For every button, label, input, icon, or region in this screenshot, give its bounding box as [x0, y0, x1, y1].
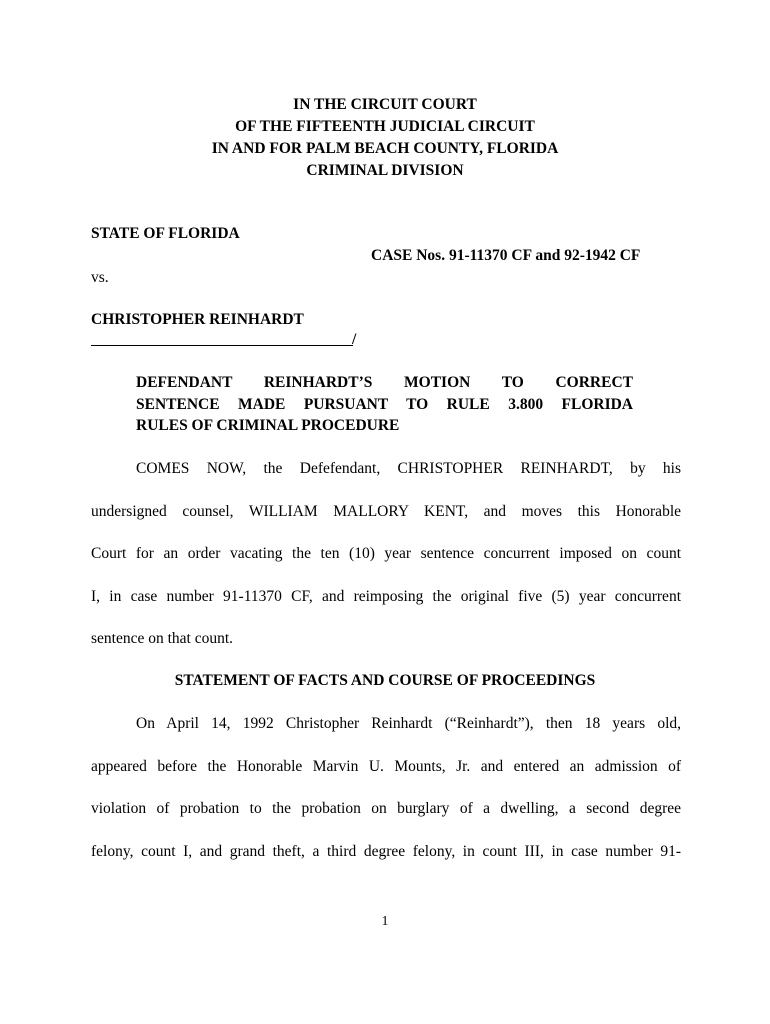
facts-line-3: violation of probation to the probation on burglary of a dwelling, a second degree [91, 800, 681, 817]
versus-label: vs. [91, 269, 109, 286]
caption-underline [91, 328, 353, 346]
court-line-2: OF THE FIFTEENTH JUDICIAL CIRCUIT [235, 118, 535, 135]
facts-line-1: On April 14, 1992 Christopher Reinhardt (“Reinhardt”), then 18 years old, [136, 715, 681, 732]
caption-slash: / [352, 331, 357, 348]
intro-line-2: undersigned counsel, WILLIAM MALLORY KENT, and moves this Honorable [91, 503, 681, 520]
intro-line-1: COMES NOW, the Defefendant, CHRISTOPHER REINHARDT, by his [136, 460, 681, 477]
case-number: CASE Nos. 91-11370 CF and 92-1942 CF [371, 247, 641, 264]
facts-line-4: felony, count I, and grand theft, a third degree felony, in count III, in case number 91- [91, 843, 681, 860]
court-line-3: IN AND FOR PALM BEACH COUNTY, FLORIDA [211, 140, 559, 157]
motion-title-line-3: RULES OF CRIMINAL PROCEDURE [136, 417, 400, 434]
facts-line-2: appeared before the Honorable Marvin U. Mounts, Jr. and entered an admission of [91, 758, 681, 775]
intro-line-5: sentence on that count. [91, 630, 234, 647]
plaintiff-name: STATE OF FLORIDA [91, 225, 240, 242]
defendant-name: CHRISTOPHER REINHARDT [91, 311, 304, 328]
motion-title-line-2: SENTENCE MADE PURSUANT TO RULE 3.800 FLORIDA [136, 395, 633, 413]
intro-line-4: I, in case number 91-11370 CF, and reimposing the original five (5) year concurrent [91, 588, 681, 605]
court-line-1: IN THE CIRCUIT COURT [293, 96, 477, 113]
motion-title-line-1: DEFENDANT REINHARDT’S MOTION TO CORRECT [136, 374, 633, 391]
court-line-4: CRIMINAL DIVISION [306, 162, 464, 179]
page-number: 1 [381, 913, 389, 928]
section-heading: STATEMENT OF FACTS AND COURSE OF PROCEEDINGS [174, 672, 596, 689]
intro-line-3: Court for an order vacating the ten (10) year sentence concurrent imposed on count [91, 545, 681, 562]
motion-title [136, 372, 633, 437]
